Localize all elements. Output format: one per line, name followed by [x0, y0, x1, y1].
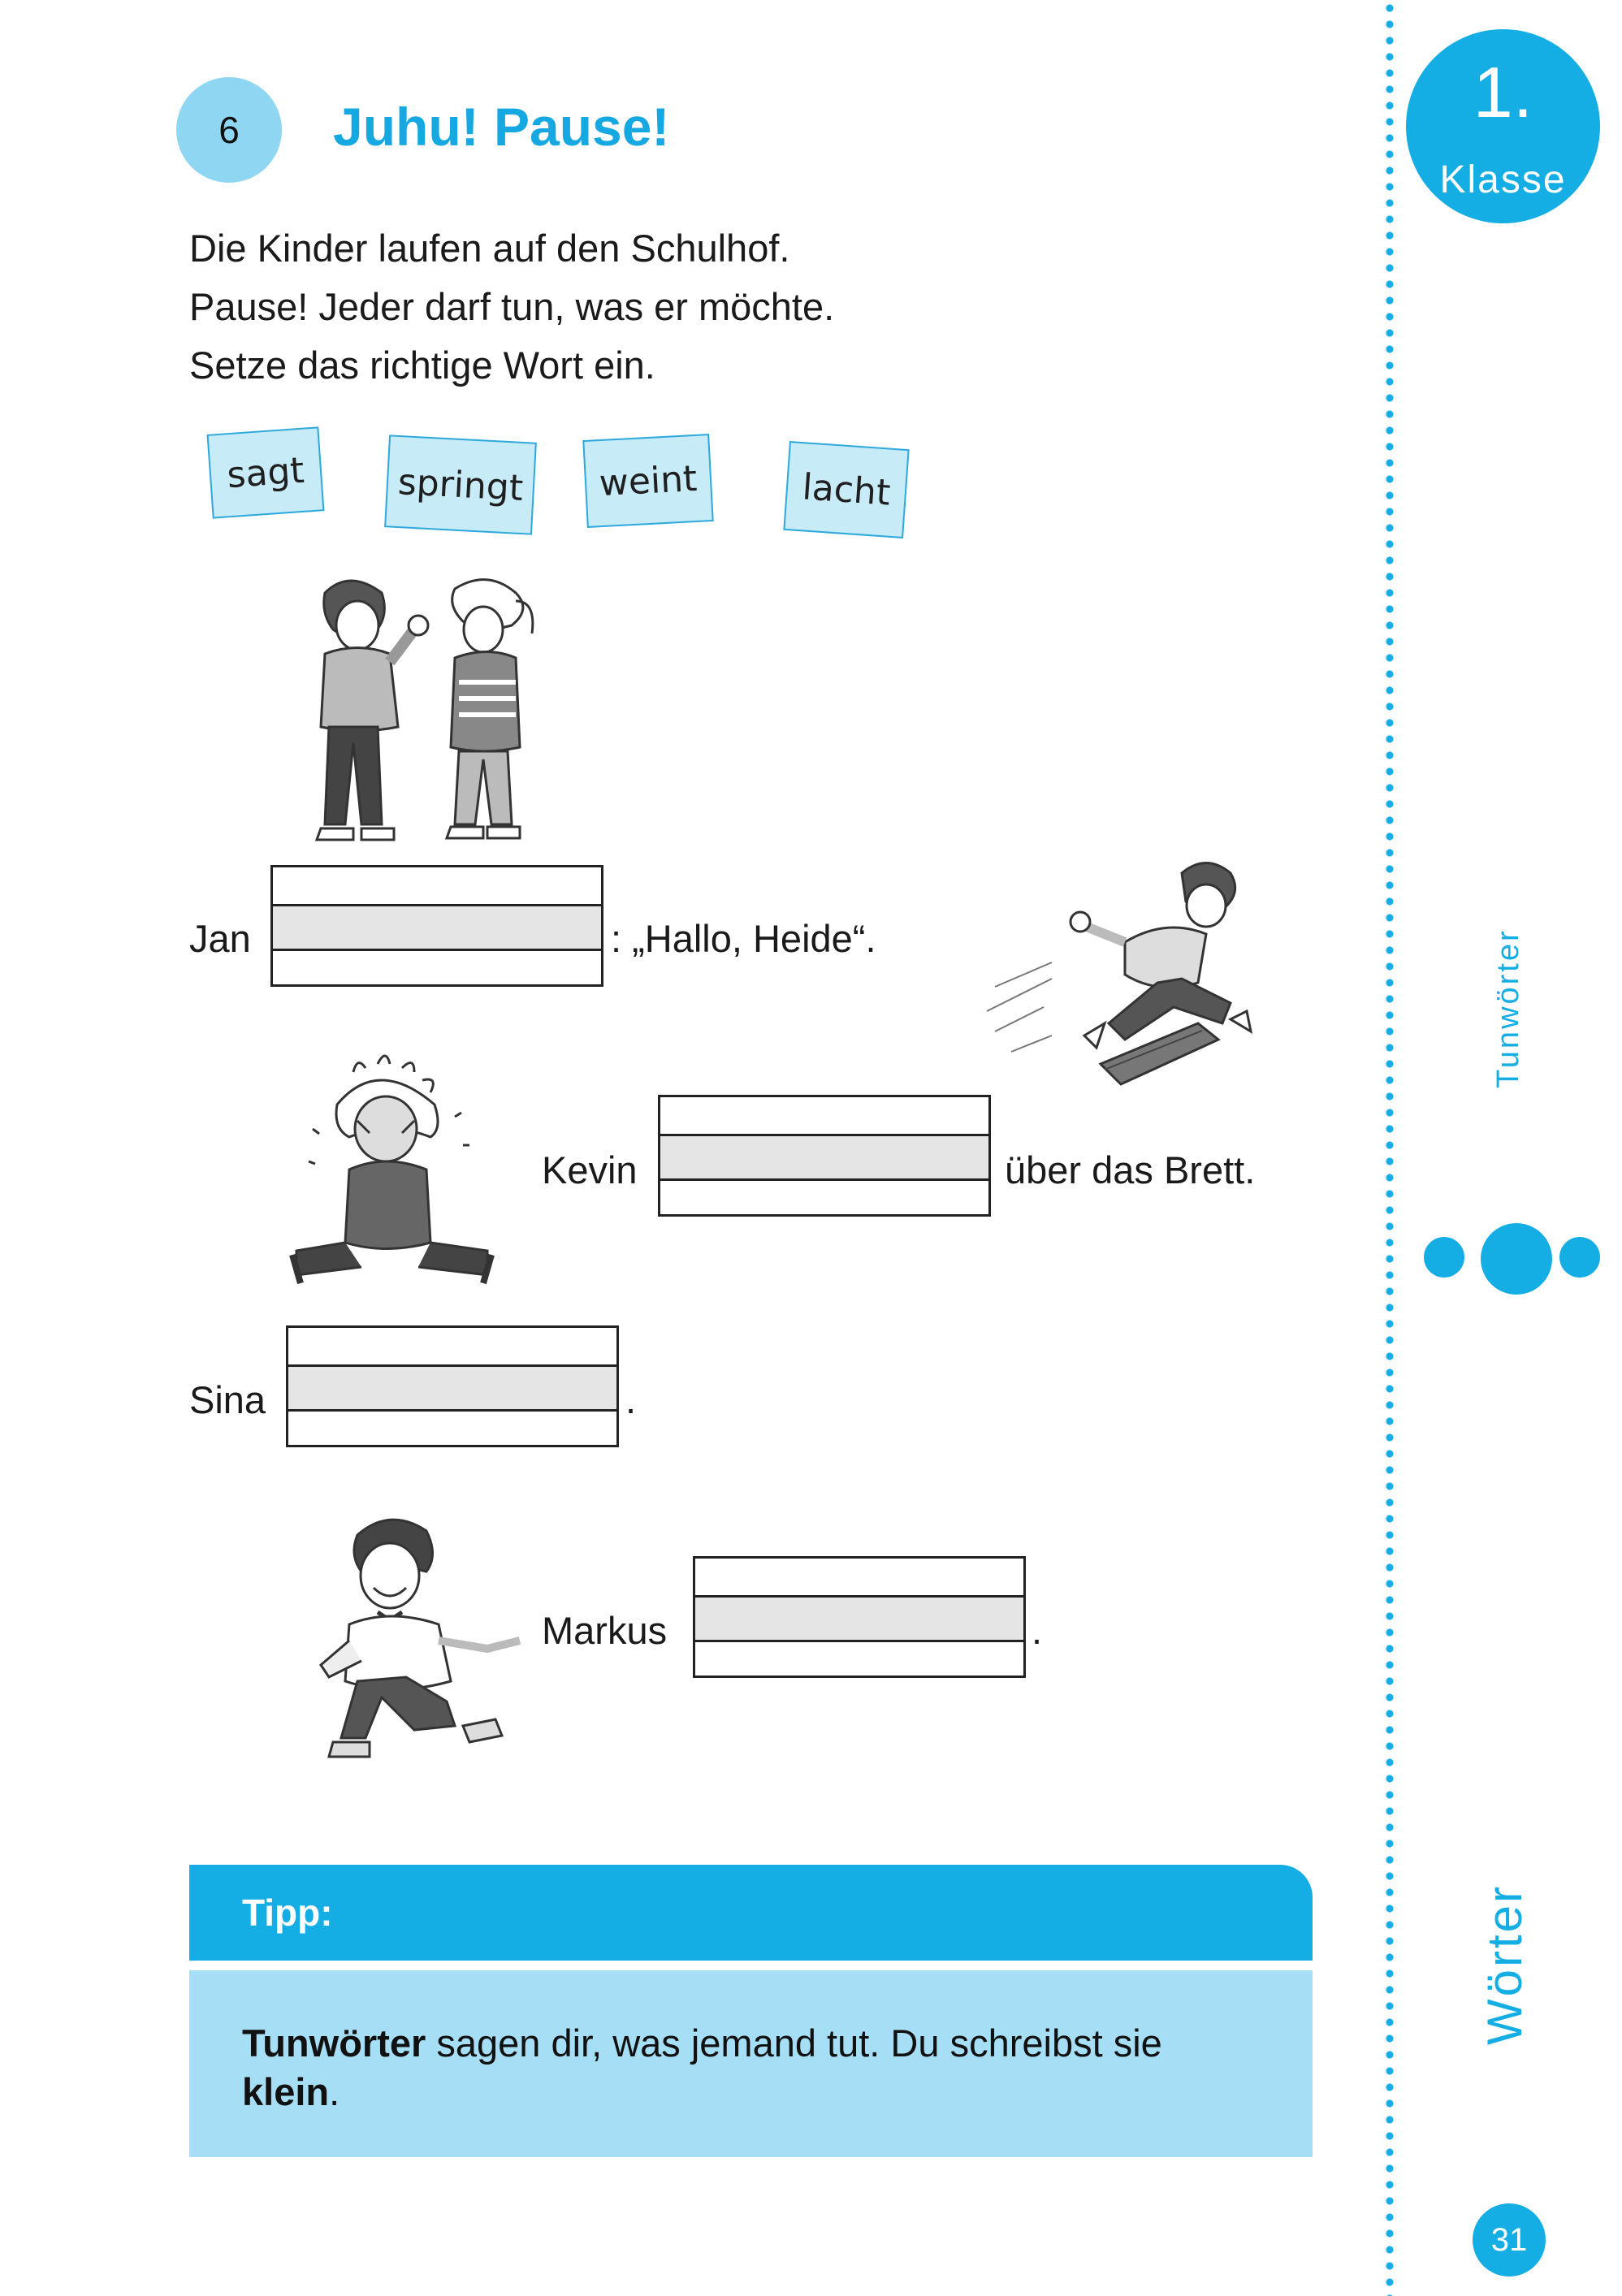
word-card-springt[interactable]: springt [384, 435, 537, 534]
answer-box-3[interactable] [286, 1325, 619, 1447]
boy-jumping-drawing [962, 857, 1312, 1125]
answer-box-4[interactable] [693, 1556, 1026, 1678]
answer-box-1[interactable] [270, 865, 603, 987]
level-dot-2 [1481, 1223, 1552, 1295]
sentence-4-subject: Markus [542, 1609, 668, 1652]
sentence-2-subject: Kevin [542, 1148, 638, 1191]
section-label-tunwoerter: Tunwörter [1491, 928, 1525, 1088]
word-card-weint[interactable]: weint [582, 434, 713, 528]
word-card-sagt[interactable]: sagt [207, 426, 325, 518]
tip-text: sagen dir, was jemand tut. Du schreibst sie [426, 2021, 1162, 2065]
sidebar-dotted-line [1386, 0, 1394, 2296]
exercise-number-badge: 6 [176, 77, 282, 183]
boy-laughing-drawing [301, 1511, 544, 1803]
grade-number: 1. [1473, 52, 1533, 132]
level-dot-1 [1424, 1237, 1464, 1278]
tip-bold-klein: klein [242, 2070, 330, 2113]
grade-label: Klasse [1439, 158, 1567, 201]
tip-body [189, 1970, 1313, 2157]
intro-line-3: Setze das richtige Wort ein. [189, 344, 655, 387]
sentence-4-rest: . [1032, 1609, 1043, 1652]
intro-line-2: Pause! Jeder darf tun, was er möchte. [189, 285, 835, 328]
answer-box-2[interactable] [658, 1095, 991, 1217]
intro-line-1: Die Kinder laufen auf den Schulhof. [189, 227, 790, 270]
tip-end: . [329, 2070, 340, 2113]
section-label-woerter: Wörter [1477, 1884, 1532, 2045]
grade-badge [1406, 29, 1600, 223]
girl-crying-drawing [280, 1048, 540, 1308]
exercise-title: Juhu! Pause! [333, 97, 670, 157]
tip-heading: Tipp: [189, 1865, 1313, 1961]
sentence-2-rest: über das Brett. [1005, 1148, 1256, 1191]
sentence-1-subject: Jan [189, 917, 251, 960]
level-dot-3 [1559, 1237, 1600, 1278]
sentence-3-rest: . [625, 1378, 637, 1421]
sentence-3-subject: Sina [189, 1378, 266, 1421]
children-talking-drawing [292, 569, 569, 861]
page-number: 31 [1473, 2203, 1546, 2277]
tip-bold-term: Tunwörter [242, 2021, 426, 2065]
word-card-lacht[interactable]: lacht [783, 441, 909, 538]
sentence-1-rest: : „Hallo, Heide“. [611, 917, 876, 960]
